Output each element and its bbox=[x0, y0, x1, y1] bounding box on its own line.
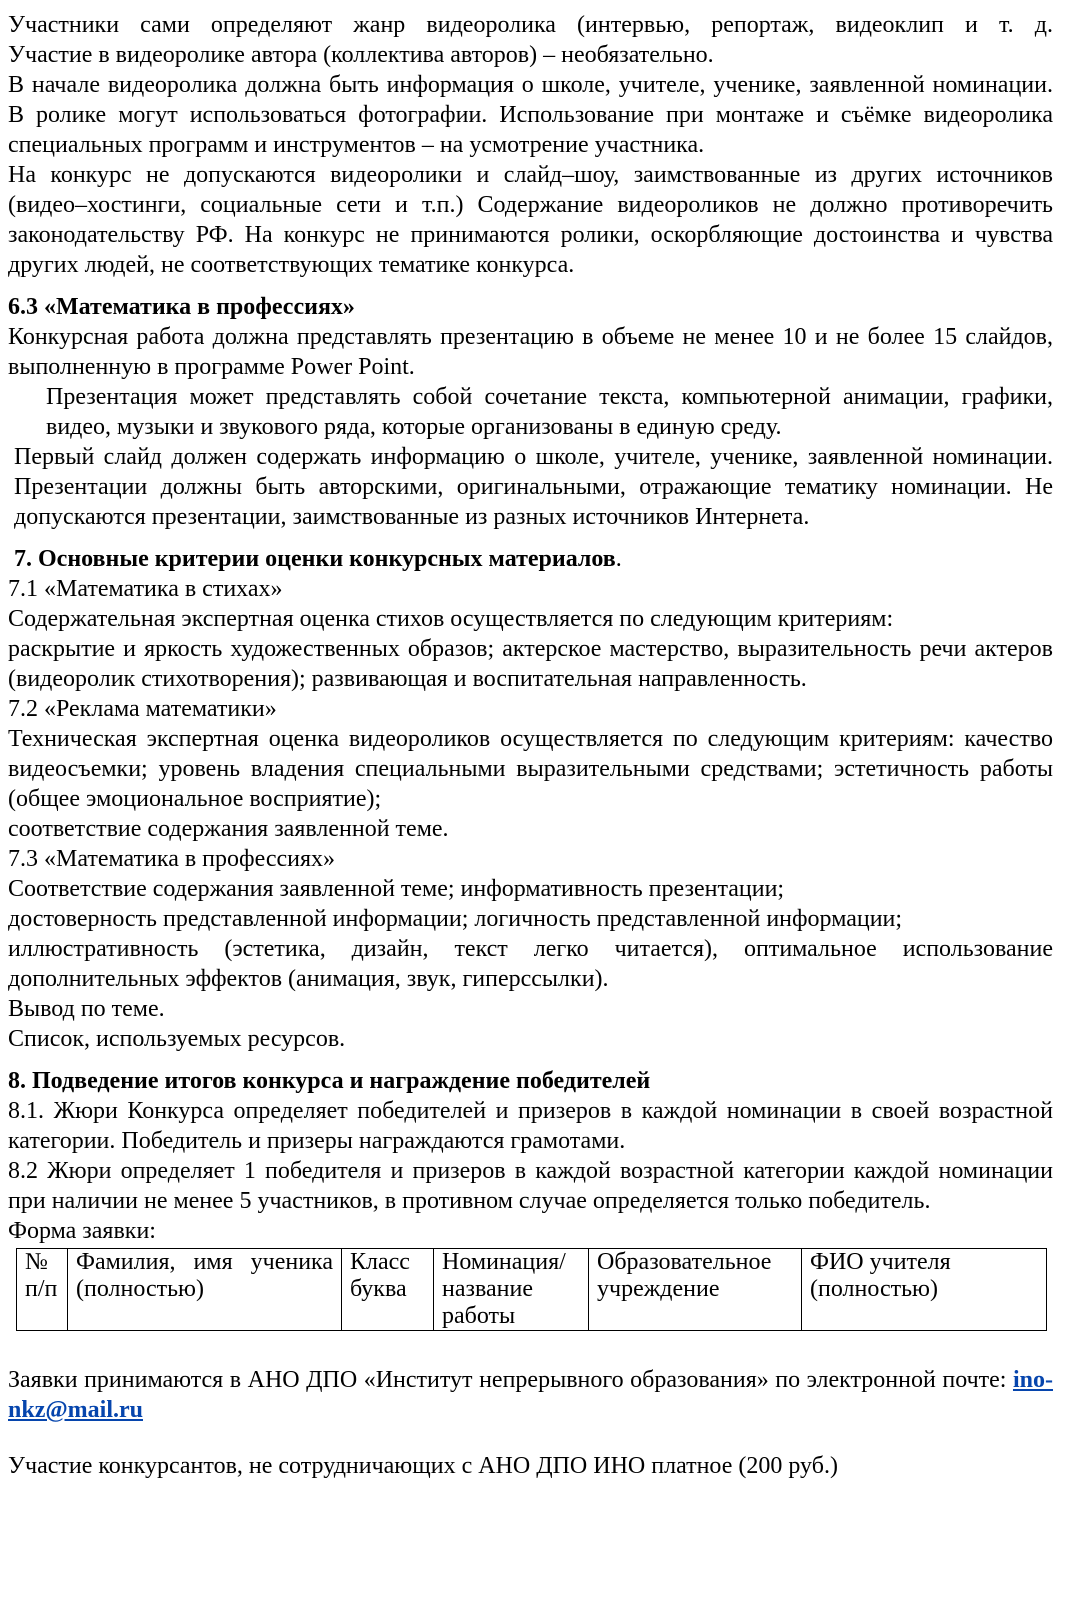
table-header-cell: Номинация/ название работы bbox=[434, 1249, 589, 1331]
section-7-3-line-5: Список, используемых ресурсов. bbox=[8, 1026, 346, 1052]
section-8-heading: 8. Подведение итогов конкурса и награждение победителей bbox=[8, 1068, 651, 1094]
section-7-heading-text: 7. Основные критерии оценки конкурсных материалов bbox=[14, 546, 616, 572]
email-link[interactable]: ino-nkz@mail.ru bbox=[8, 1367, 1053, 1423]
form-label: Форма заявки: bbox=[8, 1218, 156, 1244]
section-7-2-line-2: соответствие содержания заявленной теме. bbox=[8, 816, 449, 842]
intro-line-1: Участники сами определяют жанр видеоролика (интервью, репортаж, видеоклип и т. д. bbox=[8, 12, 1053, 38]
section-6-3-paragraph-2: Презентация может представлять собой сочетание текста, компьютерной анимации, графики, видео, музыки и звукового ряда, которые организованы в единую среду. bbox=[46, 384, 1053, 440]
section-7-1-line-1: Содержательная экспертная оценка стихов осуществляется по следующим критериям: bbox=[8, 606, 894, 632]
applications-text: Заявки принимаются в АНО ДПО «Институт непрерывного образования» по электронной почте: bbox=[8, 1367, 1013, 1393]
intro-paragraph-3: На конкурс не допускаются видеоролики и слайд–шоу, заимствованные из других источников (видео–хостинги, социальные сети и т.п.) Содержание видеороликов не должно противоречить законодательству РФ. На конкурс не принимаются ролики, оскорбляющие достоинства и чувства других людей, не соответствующих тематике конкурса. bbox=[8, 162, 1053, 278]
section-7-3-title: 7.3 «Математика в профессиях» bbox=[8, 846, 336, 872]
section-7-3-line-1: Соответствие содержания заявленной теме; информативность презентации; bbox=[8, 876, 785, 902]
applications-paragraph bbox=[8, 1365, 1053, 1425]
section-6-3-heading: 6.3 «Математика в профессиях» bbox=[8, 294, 355, 320]
table-header-cell: № п/п bbox=[17, 1249, 68, 1331]
section-7-3-line-2: достоверность представленной информации; логичность представленной информации; bbox=[8, 906, 903, 932]
table-row bbox=[17, 1249, 1047, 1331]
section-6-3-paragraph-3: Первый слайд должен содержать информацию о школе, учителе, ученике, заявленной номинации. Презентации должны быть авторскими, оригинальными, отражающие тематику номинации. Не допускаются презентации, заимствованные из разных источников Интернета. bbox=[14, 444, 1053, 530]
section-7-1-line-2: раскрытие и яркость художественных образов; актерское мастерство, выразительность речи актеров (видеоролик стихотворения); развивающая и воспитательная направленность. bbox=[8, 636, 1053, 692]
table-header-cell: ФИО учителя (полностью) bbox=[802, 1249, 1047, 1331]
section-7-2-title: 7.2 «Реклама математики» bbox=[8, 696, 277, 722]
section-8-paragraph-2: 8.2 Жюри определяет 1 победителя и призеров в каждой возрастной категории каждой номинации при наличии не менее 5 участников, в противном случае определяется только победитель. bbox=[8, 1158, 1053, 1214]
table-header-cell: Фамилия, имя ученика (полностью) bbox=[68, 1249, 342, 1331]
intro-paragraph-2: В начале видеоролика должна быть информация о школе, учителе, ученике, заявленной номинации. В ролике могут использоваться фотографии. Использование при монтаже и съёмке видеоролика специальных программ и инструментов – на усмотрение участника. bbox=[8, 72, 1053, 158]
application-form-table bbox=[16, 1248, 1047, 1331]
section-7-1-title: 7.1 «Математика в стихах» bbox=[8, 576, 283, 602]
section-8-paragraph-1: 8.1. Жюри Конкурса определяет победителей и призеров в каждой номинации в своей возрастной категории. Победитель и призеры награждаются грамотами. bbox=[8, 1098, 1053, 1154]
section-7-3-line-3: иллюстративность (эстетика, дизайн, текст легко читается), оптимальное использование дополнительных эффектов (анимация, звук, гиперссылки). bbox=[8, 936, 1053, 992]
document-page bbox=[8, 10, 1053, 1481]
section-6-3-paragraph-1: Конкурсная работа должна представлять презентацию в объеме не менее 10 и не более 15 слайдов, выполненную в программе Power Point. bbox=[8, 324, 1053, 380]
section-7-2-line-1: Техническая экспертная оценка видеороликов осуществляется по следующим критериям: качество видеосъемки; уровень владения специальными выразительными средствами; эстетичность работы (общее эмоциональное восприятие); bbox=[8, 726, 1053, 812]
section-7-heading bbox=[14, 544, 1053, 574]
fee-note: Участие конкурсантов, не сотрудничающих с АНО ДПО ИНО платное (200 руб.) bbox=[8, 1453, 838, 1479]
intro-line-2: Участие в видеоролике автора (коллектива авторов) – необязательно. bbox=[8, 42, 714, 68]
table-header-cell: Образовательное учреждение bbox=[589, 1249, 802, 1331]
section-7-heading-dot: . bbox=[615, 546, 622, 572]
section-7-3-line-4: Вывод по теме. bbox=[8, 996, 165, 1022]
table-header-cell: Класс буква bbox=[342, 1249, 434, 1331]
